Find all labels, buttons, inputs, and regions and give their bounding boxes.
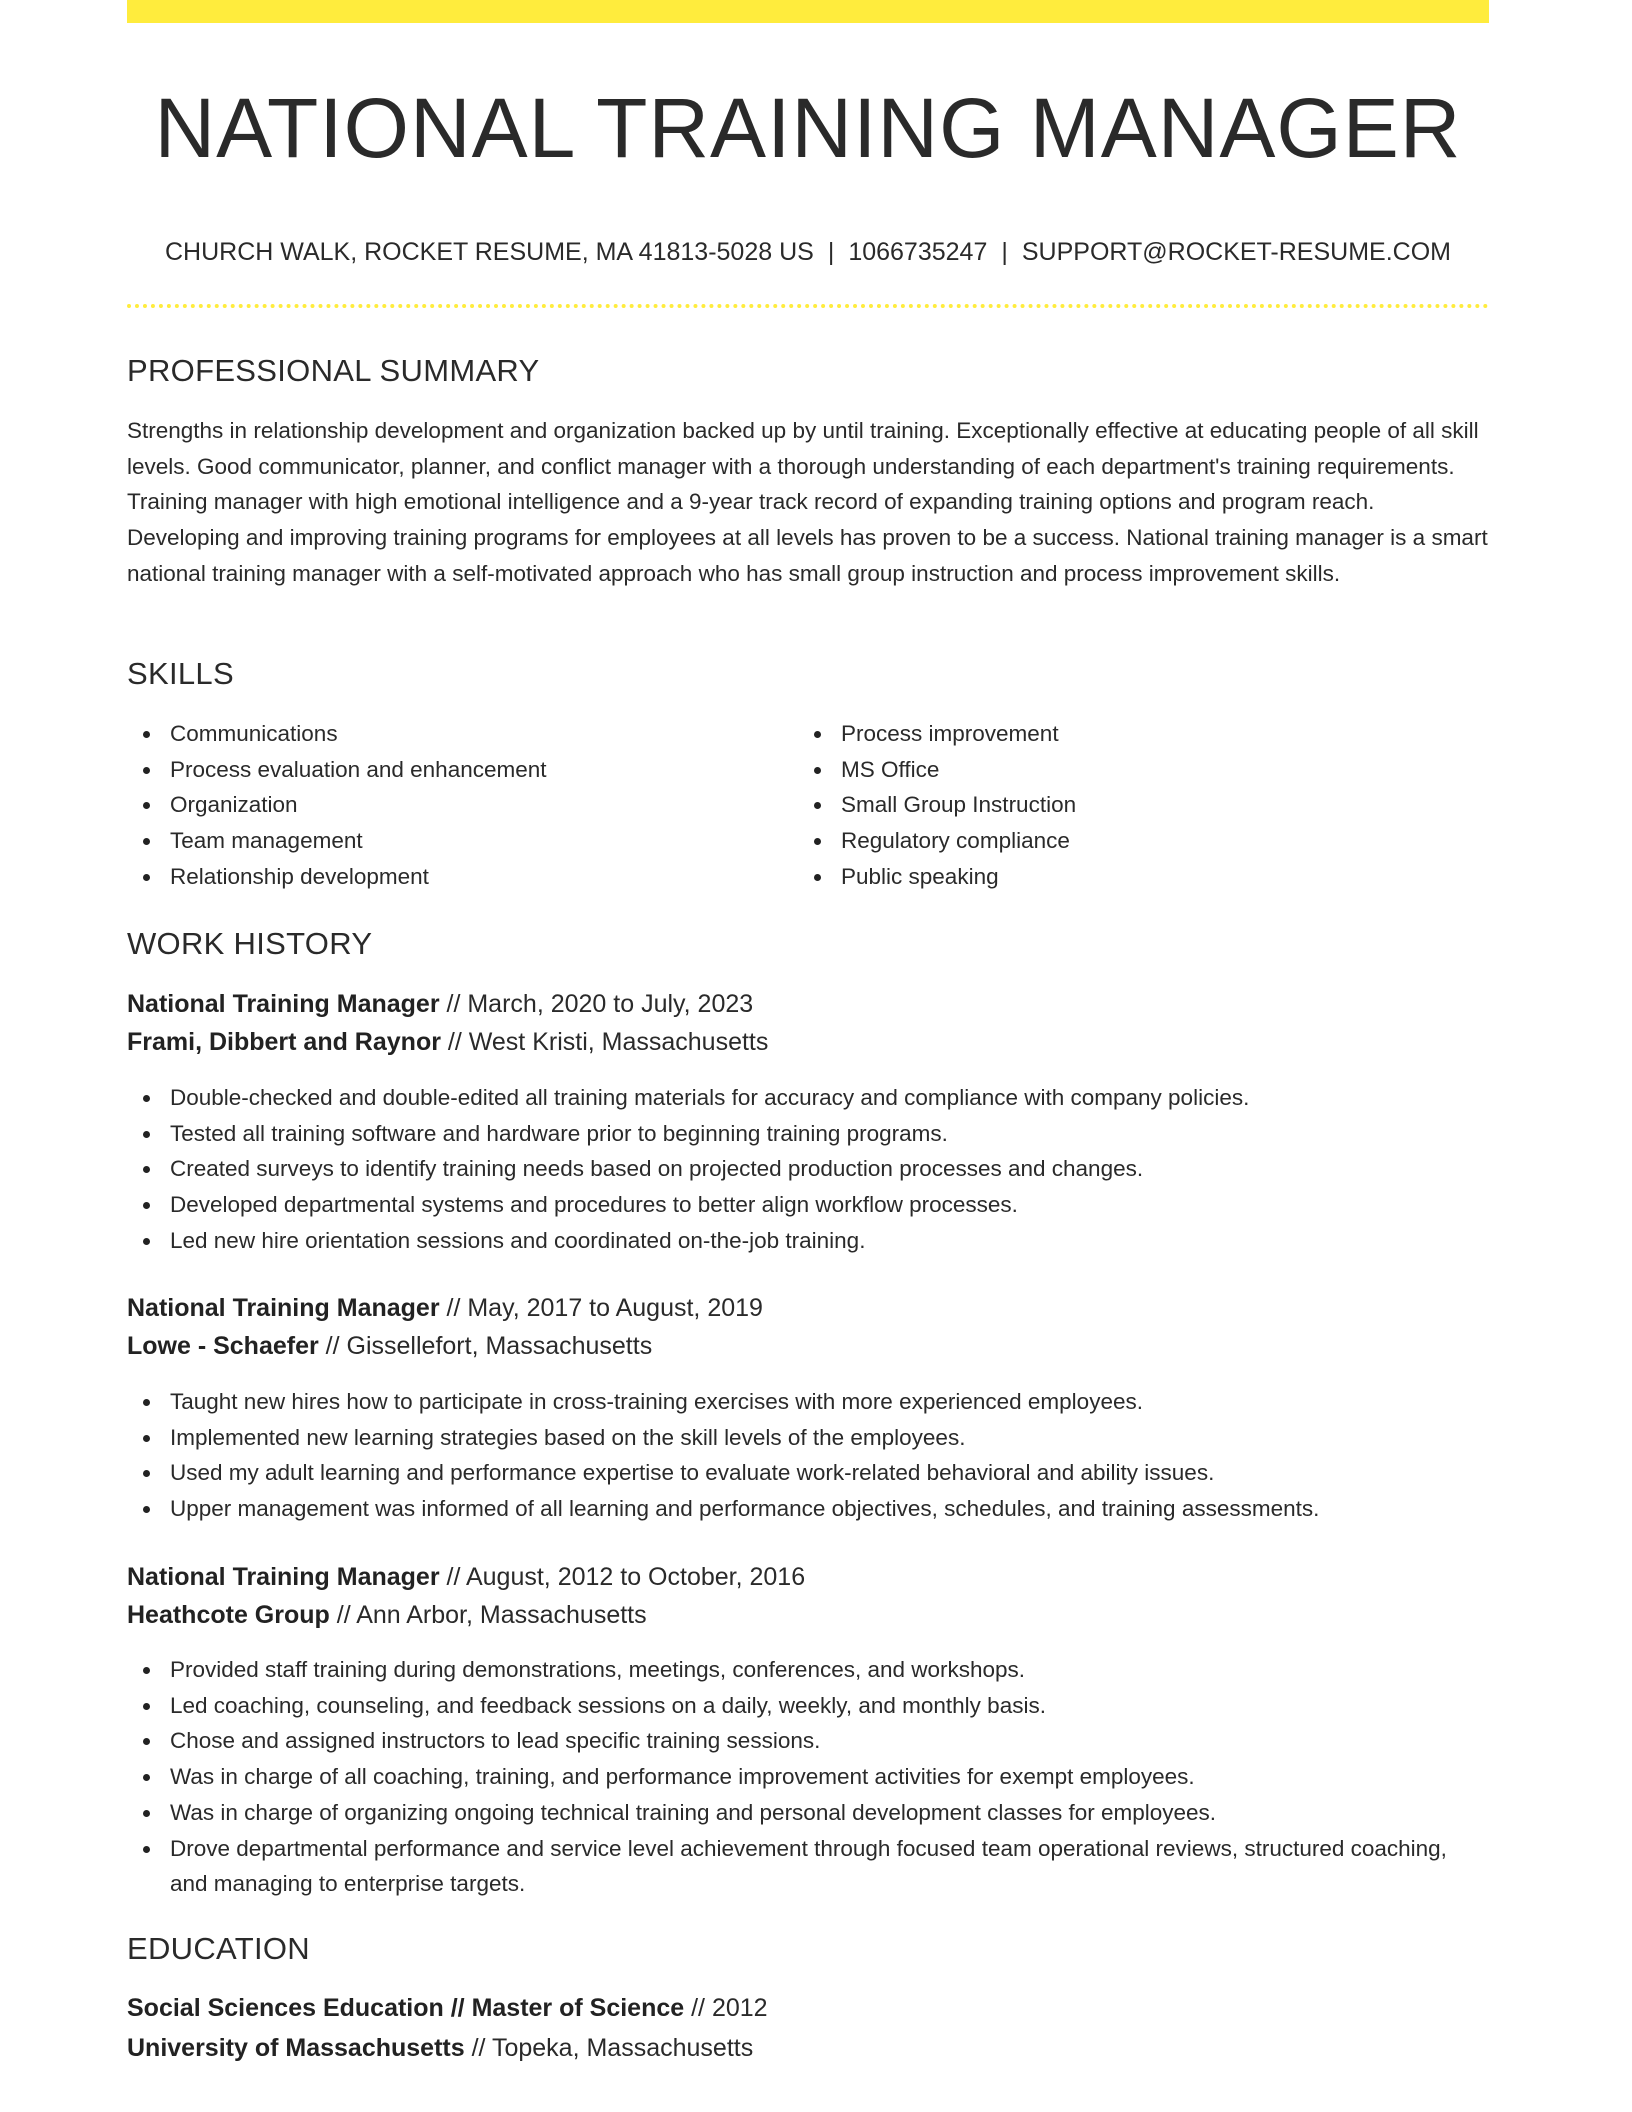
education-degree-line xyxy=(127,1990,768,2026)
skill-item: Small Group Instruction xyxy=(841,787,1481,823)
job-bullet: Tested all training software and hardware prior to beginning training programs. xyxy=(170,1116,1489,1152)
skills-heading: SKILLS xyxy=(127,656,234,691)
job-bullet: Drove departmental performance and service level achievement through focused team operational reviews, structured coaching, and managing to enterprise targets. xyxy=(170,1831,1489,1902)
candidate-title: NATIONAL TRAINING MANAGER xyxy=(154,81,1462,175)
job-role: National Training Manager xyxy=(127,990,440,1018)
skill-item: Regulatory compliance xyxy=(841,823,1481,859)
skill-item: Team management xyxy=(170,823,810,859)
job-role: National Training Manager xyxy=(127,1563,440,1591)
job-location: Gissellefort, Massachusetts xyxy=(346,1332,653,1360)
summary-heading: PROFESSIONAL SUMMARY xyxy=(127,353,540,388)
contact-separator: | xyxy=(1001,238,1008,266)
job-bullet: Was in charge of organizing ongoing technical training and personal development classes for employees. xyxy=(170,1795,1489,1831)
contact-address: CHURCH WALK, ROCKET RESUME, MA 41813-5028 US xyxy=(165,238,814,266)
job-bullet: Created surveys to identify training needs based on projected production processes and changes. xyxy=(170,1151,1489,1187)
job-bullet: Was in charge of all coaching, training, and performance improvement activities for exempt employees. xyxy=(170,1759,1489,1795)
job-company: Frami, Dibbert and Raynor xyxy=(127,1028,441,1056)
job-dates: March, 2020 to July, 2023 xyxy=(467,990,754,1018)
job-location: West Kristi, Massachusetts xyxy=(468,1028,769,1056)
job-dates: May, 2017 to August, 2019 xyxy=(467,1294,763,1322)
job-title-line xyxy=(127,1290,763,1326)
job-bullets xyxy=(127,1080,1489,1259)
skill-item: Communications xyxy=(170,716,810,752)
job-bullet: Provided staff training during demonstrations, meetings, conferences, and workshops. xyxy=(170,1652,1489,1688)
job-bullet: Chose and assigned instructors to lead specific training sessions. xyxy=(170,1723,1489,1759)
divider: // xyxy=(318,1332,347,1360)
skill-item: Organization xyxy=(170,787,810,823)
divider: // xyxy=(439,1294,468,1322)
job-bullet: Implemented new learning strategies based on the skill levels of the employees. xyxy=(170,1420,1489,1456)
job-bullet: Developed departmental systems and procedures to better align workflow processes. xyxy=(170,1187,1489,1223)
job-company-line xyxy=(127,1328,652,1364)
education-degree: Social Sciences Education // Master of Science xyxy=(127,1994,685,2022)
education-school: University of Massachusetts xyxy=(127,2034,465,2062)
divider: // xyxy=(440,1028,469,1056)
skill-item: Process evaluation and enhancement xyxy=(170,752,810,788)
skills-list-right xyxy=(798,716,1481,895)
skill-item: Public speaking xyxy=(841,859,1481,895)
contact-line xyxy=(127,236,1489,268)
job-bullets xyxy=(127,1384,1489,1527)
divider: // xyxy=(684,1994,712,2022)
job-title-line xyxy=(127,1559,805,1595)
job-bullets xyxy=(127,1652,1489,1902)
skills-list-left xyxy=(127,716,810,895)
job-dates: August, 2012 to October, 2016 xyxy=(465,1563,806,1591)
job-company-line xyxy=(127,1024,768,1060)
divider: // xyxy=(464,2034,492,2062)
contact-phone: 1066735247 xyxy=(848,238,988,266)
dotted-divider xyxy=(127,304,1489,308)
skill-item: MS Office xyxy=(841,752,1481,788)
job-bullet: Led coaching, counseling, and feedback sessions on a daily, weekly, and monthly basis. xyxy=(170,1688,1489,1724)
divider: // xyxy=(439,990,468,1018)
skill-item: Process improvement xyxy=(841,716,1481,752)
summary-text: Strengths in relationship development and organization backed up by until training. Exceptionally effective at educating people of all skill levels. Good communicator, planner, and conflict manager with a thorough understanding of each department's training requirements. Training manager with high emotional intelligence and a 9-year track record of expanding training options and program reach. Developing and improving training programs for employees at all levels has proven to be a success. National training manager is a smart national training manager with a self-motivated approach who has small group instruction and process improvement skills. xyxy=(127,418,1488,586)
job-location: Ann Arbor, Massachusetts xyxy=(356,1601,647,1629)
education-location: Topeka, Massachusetts xyxy=(491,2034,754,2062)
divider: // xyxy=(439,1563,466,1591)
contact-separator: | xyxy=(827,238,835,266)
job-bullet: Double-checked and double-edited all training materials for accuracy and compliance with company policies. xyxy=(170,1080,1489,1116)
accent-top-bar xyxy=(127,0,1489,23)
skill-item: Relationship development xyxy=(170,859,810,895)
contact-email: SUPPORT@ROCKET-RESUME.COM xyxy=(1021,238,1451,266)
job-bullet: Led new hire orientation sessions and coordinated on-the-job training. xyxy=(170,1223,1489,1259)
job-company: Lowe - Schaefer xyxy=(127,1332,319,1360)
education-heading: EDUCATION xyxy=(127,1931,310,1966)
education-school-line xyxy=(127,2030,753,2066)
job-company-line xyxy=(127,1597,647,1633)
education-year: 2012 xyxy=(711,1994,768,2022)
job-role: National Training Manager xyxy=(127,1294,440,1322)
job-title-line xyxy=(127,986,753,1022)
job-bullet: Taught new hires how to participate in cross-training exercises with more experienced employees. xyxy=(170,1384,1489,1420)
job-bullet: Used my adult learning and performance expertise to evaluate work-related behavioral and ability issues. xyxy=(170,1455,1489,1491)
job-company: Heathcote Group xyxy=(127,1601,330,1629)
work-history-heading: WORK HISTORY xyxy=(127,926,373,961)
job-bullet: Upper management was informed of all learning and performance objectives, schedules, and training assessments. xyxy=(170,1491,1489,1527)
divider: // xyxy=(329,1601,357,1629)
